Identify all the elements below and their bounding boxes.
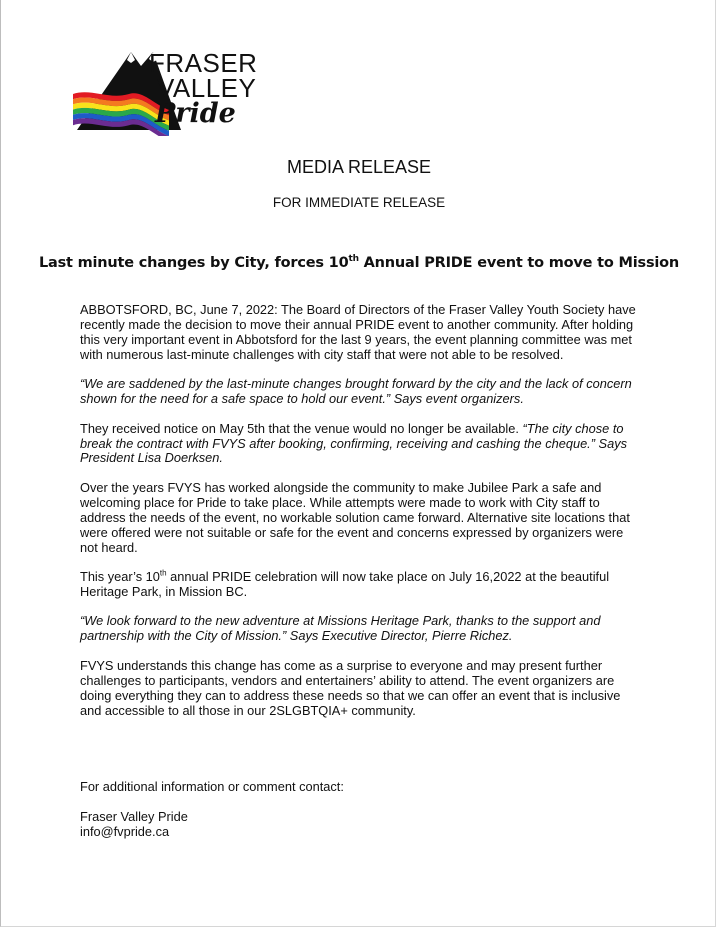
contact-block	[80, 779, 344, 839]
headline-ordinal-suffix: th	[348, 254, 359, 264]
headline-text-start: Last minute changes by City, forces 10	[38, 254, 349, 271]
new-location-text-start: This year’s 10	[80, 569, 160, 585]
new-location-ordinal-suffix: th	[159, 568, 167, 578]
media-release-title: MEDIA RELEASE	[286, 157, 432, 177]
notice-text: They received notice on May 5th that the venue would no longer be available.	[80, 420, 523, 436]
logo-line-valley: VALLEY	[157, 73, 257, 103]
contact-intro: For additional information or comment contact:	[80, 779, 344, 794]
press-body	[80, 303, 640, 733]
paragraph-intro: ABBOTSFORD, BC, June 7, 2022: The Board of Directors of the Fraser Valley Youth Society have recently made the decision to move their annual PRIDE event to another community. After holding this very important event in Abbotsford for the last 9 years, the event planning committee was met with numerous last-minute challenges with city staff that were not able to be resolved.	[80, 302, 636, 362]
paragraph-closing: FVYS understands this change has come as a surprise to everyone and may present further challenges to participants, vendors and entertainers’ ability to attend. The event organizers are doing everything they can to address these needs so that we can offer an event that is inclusive and accessible to all those in our 2SLGBTQIA+ community.	[80, 657, 621, 718]
paragraph-history: Over the years FVYS has worked alongside the community to make Jubilee Park a safe and welcoming place for Pride to take place. While attempts were made to work with City staff to address the needs of the event, no workable solution came forward. Alternative site locations that were offered were not suitable or safe for the event and concerns expressed by organizers were not heard.	[80, 479, 630, 555]
press-headline	[1, 254, 716, 271]
paragraph-director-quote: “We look forward to the new adventure at Missions Heritage Park, thanks to the support and partnership with the City of Mission.” Says Executive Director, Pierre Richez.	[80, 613, 601, 644]
fraser-valley-pride-logo	[71, 46, 258, 136]
immediate-release-label: FOR IMMEDIATE RELEASE	[272, 195, 446, 210]
headline-text-end: Annual PRIDE event to move to Mission	[358, 254, 680, 271]
paragraph-notice	[80, 422, 640, 467]
logo-line-fraser: FRASER	[149, 48, 258, 78]
contact-email[interactable]: info@fvpride.ca	[80, 824, 170, 839]
logo-line-pride: Pride	[155, 98, 236, 129]
president-quote: “The city chose to break the contract with FVYS after booking, confirming, receiving and cashing the cheque.” Says President Lisa Doerksen.	[80, 420, 628, 466]
new-location-text-end: annual PRIDE celebration will now take place on July 16,2022 at the beautiful Heritage Park, in Mission BC.	[80, 569, 610, 599]
contact-organization: Fraser Valley Pride	[80, 809, 188, 824]
paragraph-organizers-quote: “We are saddened by the last-minute changes brought forward by the city and the lack of concern shown for the need for a safe space to hold our event.” Says event organizers.	[80, 376, 632, 407]
paragraph-new-location	[80, 570, 640, 600]
